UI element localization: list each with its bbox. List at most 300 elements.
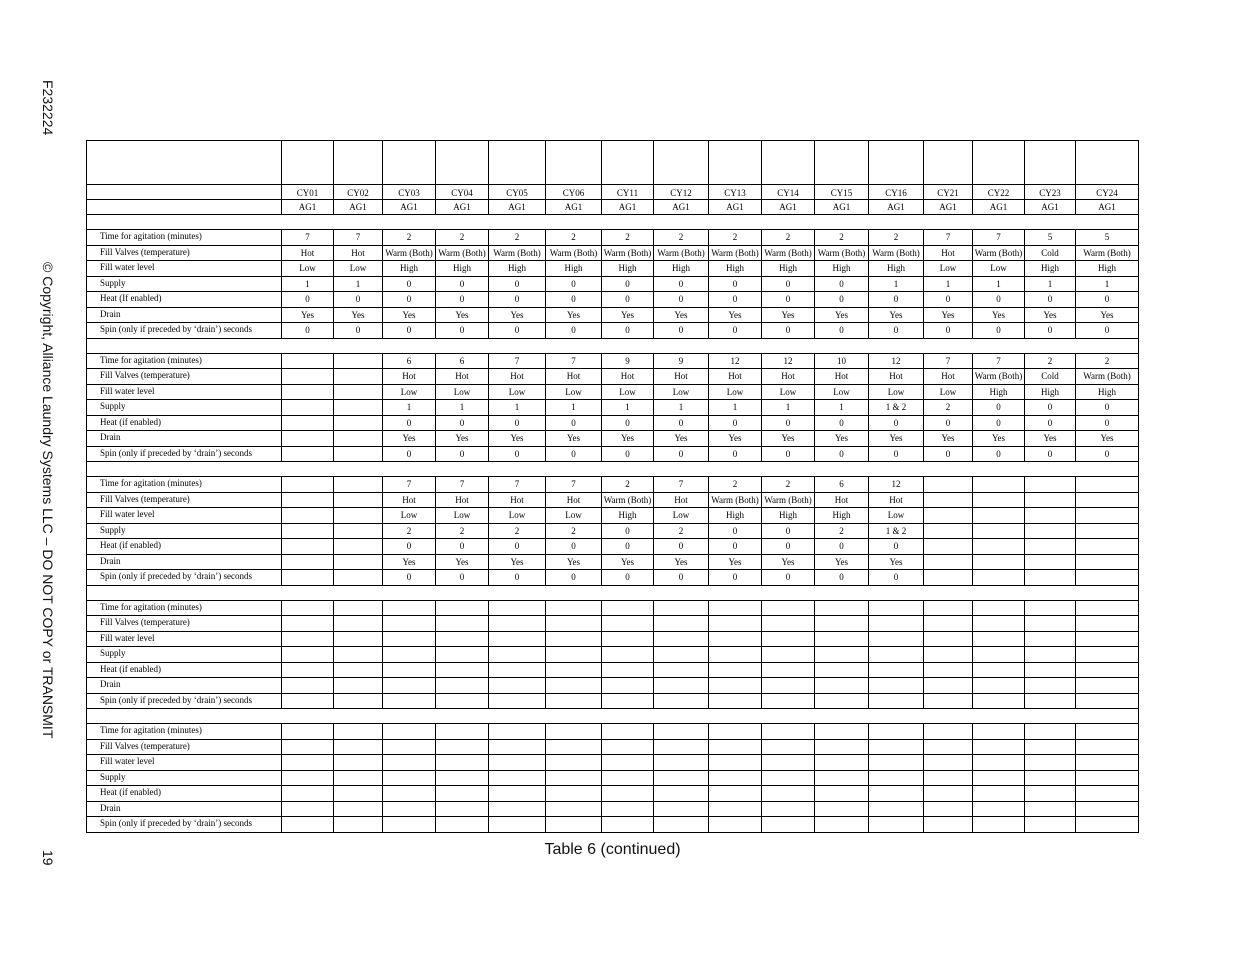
value-cell: 6 <box>436 353 489 369</box>
value-cell: 0 <box>436 446 489 462</box>
value-cell: 0 <box>602 292 654 308</box>
value-cell <box>924 678 973 694</box>
value-cell: 0 <box>762 570 815 586</box>
value-cell <box>282 786 334 802</box>
value-cell <box>546 770 602 786</box>
value-cell <box>334 786 383 802</box>
value-cell <box>973 539 1025 555</box>
value-cell <box>1076 600 1139 616</box>
value-cell <box>973 817 1025 833</box>
cycle-code-cell: CY16 <box>869 185 924 200</box>
step-label: Fill Valves (temperature) <box>87 739 282 755</box>
value-cell <box>709 817 762 833</box>
value-cell: Warm (Both) <box>709 492 762 508</box>
value-cell: Yes <box>602 554 654 570</box>
step-label: Spin (only if preceded by ‘drain’) seconds <box>87 570 282 586</box>
value-cell <box>815 755 869 771</box>
value-cell <box>489 724 546 740</box>
value-cell <box>282 693 334 709</box>
value-cell: Yes <box>436 307 489 323</box>
value-cell: Yes <box>602 307 654 323</box>
value-cell <box>383 678 436 694</box>
value-cell <box>1076 492 1139 508</box>
value-cell <box>1025 786 1076 802</box>
value-cell <box>709 600 762 616</box>
agitation-code-cell: AG1 <box>654 200 709 215</box>
value-cell <box>282 570 334 586</box>
value-cell: 0 <box>383 446 436 462</box>
value-cell <box>602 678 654 694</box>
value-cell <box>436 631 489 647</box>
step-label: Spin (only if preceded by ‘drain’) seconds <box>87 446 282 462</box>
value-cell: Low <box>546 384 602 400</box>
value-cell: Yes <box>815 431 869 447</box>
value-cell: 0 <box>924 323 973 339</box>
step-row <box>87 523 1139 539</box>
value-cell <box>815 631 869 647</box>
step-label: Heat (if enabled) <box>87 662 282 678</box>
value-cell: 6 <box>815 477 869 493</box>
value-cell: Yes <box>489 431 546 447</box>
value-cell <box>602 817 654 833</box>
value-cell <box>654 647 709 663</box>
value-cell: Low <box>436 508 489 524</box>
header-label-cell <box>87 185 282 200</box>
value-cell: Hot <box>383 492 436 508</box>
value-cell: 2 <box>546 230 602 246</box>
value-cell: Yes <box>869 554 924 570</box>
step-row <box>87 261 1139 277</box>
value-cell <box>762 786 815 802</box>
value-cell <box>869 739 924 755</box>
value-cell <box>1025 770 1076 786</box>
value-cell: 1 <box>869 276 924 292</box>
agitation-code-cell: AG1 <box>282 200 334 215</box>
step-row <box>87 353 1139 369</box>
value-cell: Low <box>869 384 924 400</box>
value-cell: 7 <box>973 353 1025 369</box>
value-cell: 2 <box>1025 353 1076 369</box>
value-cell: 7 <box>654 477 709 493</box>
agitation-code-cell: AG1 <box>334 200 383 215</box>
value-cell <box>334 384 383 400</box>
value-cell <box>282 554 334 570</box>
value-cell <box>602 693 654 709</box>
value-cell: 0 <box>489 292 546 308</box>
value-cell <box>282 616 334 632</box>
value-cell <box>1025 477 1076 493</box>
value-cell <box>869 693 924 709</box>
value-cell <box>334 678 383 694</box>
value-cell <box>973 631 1025 647</box>
value-cell: Low <box>334 261 383 277</box>
header-cell <box>973 141 1025 185</box>
value-cell: Warm (Both) <box>762 245 815 261</box>
value-cell: Hot <box>654 369 709 385</box>
value-cell <box>436 786 489 802</box>
value-cell: 2 <box>709 477 762 493</box>
value-cell: Cold <box>1025 245 1076 261</box>
value-cell: 12 <box>709 353 762 369</box>
value-cell: Low <box>436 384 489 400</box>
value-cell: 0 <box>869 323 924 339</box>
value-cell: 0 <box>973 446 1025 462</box>
value-cell <box>1076 631 1139 647</box>
header-cell <box>654 141 709 185</box>
value-cell: Hot <box>282 245 334 261</box>
value-cell <box>924 616 973 632</box>
value-cell <box>1025 554 1076 570</box>
step-label: Drain <box>87 307 282 323</box>
value-cell <box>334 770 383 786</box>
step-label: Supply <box>87 276 282 292</box>
value-cell <box>383 724 436 740</box>
value-cell <box>1076 770 1139 786</box>
page-number: 19 <box>40 850 56 866</box>
step-row <box>87 616 1139 632</box>
header-cell <box>709 141 762 185</box>
step-row <box>87 678 1139 694</box>
value-cell: 0 <box>334 292 383 308</box>
value-cell <box>762 724 815 740</box>
step-label: Heat (if enabled) <box>87 415 282 431</box>
value-cell: 0 <box>869 446 924 462</box>
value-cell: High <box>1076 384 1139 400</box>
header-cell <box>489 141 546 185</box>
value-cell: 0 <box>709 323 762 339</box>
value-cell: 0 <box>869 292 924 308</box>
value-cell: 0 <box>1076 323 1139 339</box>
step-row <box>87 245 1139 261</box>
value-cell <box>973 786 1025 802</box>
value-cell: 0 <box>654 446 709 462</box>
value-cell <box>709 647 762 663</box>
separator-cell <box>87 462 1139 477</box>
value-cell <box>334 400 383 416</box>
value-cell: High <box>602 261 654 277</box>
value-cell <box>383 616 436 632</box>
value-cell: Yes <box>924 307 973 323</box>
separator-cell <box>87 709 1139 724</box>
block-separator-row <box>87 585 1139 600</box>
value-cell: Hot <box>602 369 654 385</box>
value-cell: Hot <box>762 369 815 385</box>
value-cell: 0 <box>654 570 709 586</box>
agitation-code-cell: AG1 <box>869 200 924 215</box>
value-cell <box>1025 631 1076 647</box>
value-cell <box>334 739 383 755</box>
value-cell: Hot <box>924 245 973 261</box>
value-cell: 0 <box>546 276 602 292</box>
cycle-settings-table <box>86 140 1139 833</box>
value-cell <box>282 739 334 755</box>
value-cell: 0 <box>436 276 489 292</box>
value-cell <box>973 770 1025 786</box>
step-row <box>87 230 1139 246</box>
value-cell <box>489 817 546 833</box>
step-label: Drain <box>87 431 282 447</box>
header-cell <box>1076 141 1139 185</box>
step-label: Time for agitation (minutes) <box>87 477 282 493</box>
value-cell: Yes <box>546 431 602 447</box>
value-cell: High <box>709 261 762 277</box>
value-cell: Warm (Both) <box>1076 245 1139 261</box>
value-cell <box>709 693 762 709</box>
value-cell: 0 <box>489 539 546 555</box>
value-cell: Low <box>489 508 546 524</box>
value-cell <box>383 647 436 663</box>
value-cell <box>815 616 869 632</box>
value-cell <box>654 755 709 771</box>
value-cell: 0 <box>602 323 654 339</box>
value-cell: 0 <box>489 415 546 431</box>
value-cell <box>282 508 334 524</box>
value-cell <box>334 662 383 678</box>
value-cell <box>709 739 762 755</box>
value-cell <box>436 739 489 755</box>
value-cell: 0 <box>383 570 436 586</box>
value-cell <box>924 523 973 539</box>
step-label: Time for agitation (minutes) <box>87 353 282 369</box>
value-cell <box>334 477 383 493</box>
value-cell: Yes <box>973 431 1025 447</box>
value-cell: 0 <box>602 539 654 555</box>
value-cell <box>282 755 334 771</box>
agitation-code-cell: AG1 <box>973 200 1025 215</box>
cycle-code-cell: CY22 <box>973 185 1025 200</box>
value-cell: 2 <box>815 523 869 539</box>
value-cell: 7 <box>924 230 973 246</box>
copyright-notice: © Copyright, Alliance Laundry Systems LLC – DO NOT COPY or TRANSMIT <box>40 262 56 739</box>
value-cell: Warm (Both) <box>869 245 924 261</box>
value-cell <box>924 786 973 802</box>
step-label: Time for agitation (minutes) <box>87 724 282 740</box>
value-cell <box>709 755 762 771</box>
value-cell: 0 <box>815 570 869 586</box>
value-cell <box>869 786 924 802</box>
value-cell <box>1076 786 1139 802</box>
cycle-code-cell: CY23 <box>1025 185 1076 200</box>
value-cell: 0 <box>334 323 383 339</box>
value-cell <box>973 477 1025 493</box>
agitation-code-cell: AG1 <box>602 200 654 215</box>
value-cell: 0 <box>973 415 1025 431</box>
step-row <box>87 724 1139 740</box>
value-cell <box>924 801 973 817</box>
value-cell: Warm (Both) <box>546 245 602 261</box>
value-cell: 1 <box>1025 276 1076 292</box>
value-cell <box>654 616 709 632</box>
cycle-code-cell: CY12 <box>654 185 709 200</box>
value-cell <box>815 600 869 616</box>
value-cell <box>282 523 334 539</box>
agitation-code-cell: AG1 <box>924 200 973 215</box>
step-label: Spin (only if preceded by ‘drain’) seconds <box>87 693 282 709</box>
value-cell: 10 <box>815 353 869 369</box>
value-cell: 0 <box>869 570 924 586</box>
step-label: Fill water level <box>87 755 282 771</box>
value-cell <box>282 724 334 740</box>
value-cell: Hot <box>546 369 602 385</box>
separator-cell <box>87 215 1139 230</box>
value-cell <box>869 600 924 616</box>
value-cell: High <box>815 508 869 524</box>
value-cell <box>1025 647 1076 663</box>
value-cell: 2 <box>489 523 546 539</box>
block-separator-row <box>87 215 1139 230</box>
value-cell: 1 <box>546 400 602 416</box>
header-cell <box>869 141 924 185</box>
value-cell <box>436 678 489 694</box>
value-cell: 5 <box>1076 230 1139 246</box>
value-cell: 2 <box>383 230 436 246</box>
value-cell <box>1025 662 1076 678</box>
value-cell <box>924 755 973 771</box>
separator-cell <box>87 585 1139 600</box>
value-cell <box>489 770 546 786</box>
value-cell <box>762 631 815 647</box>
value-cell: High <box>709 508 762 524</box>
step-row <box>87 647 1139 663</box>
value-cell <box>334 693 383 709</box>
value-cell <box>654 662 709 678</box>
value-cell <box>282 662 334 678</box>
value-cell <box>973 570 1025 586</box>
value-cell <box>709 786 762 802</box>
value-cell: Yes <box>869 431 924 447</box>
value-cell: Hot <box>489 369 546 385</box>
value-cell: Yes <box>1025 307 1076 323</box>
step-label: Supply <box>87 523 282 539</box>
step-row <box>87 539 1139 555</box>
value-cell <box>1025 801 1076 817</box>
value-cell: Yes <box>436 431 489 447</box>
value-cell <box>869 801 924 817</box>
value-cell <box>762 739 815 755</box>
value-cell: Yes <box>546 307 602 323</box>
value-cell: 9 <box>602 353 654 369</box>
value-cell <box>282 770 334 786</box>
value-cell: 0 <box>602 570 654 586</box>
value-cell <box>1076 724 1139 740</box>
value-cell: High <box>1025 261 1076 277</box>
value-cell: 0 <box>815 539 869 555</box>
value-cell: 2 <box>762 230 815 246</box>
step-row <box>87 693 1139 709</box>
cycle-code-cell: CY24 <box>1076 185 1139 200</box>
value-cell: 5 <box>1025 230 1076 246</box>
value-cell: 0 <box>815 323 869 339</box>
value-cell <box>546 755 602 771</box>
value-cell: Low <box>546 508 602 524</box>
value-cell <box>1025 523 1076 539</box>
value-cell: High <box>1076 261 1139 277</box>
value-cell: 2 <box>709 230 762 246</box>
value-cell: 2 <box>546 523 602 539</box>
value-cell: Low <box>383 384 436 400</box>
step-label: Supply <box>87 770 282 786</box>
value-cell: 1 & 2 <box>869 400 924 416</box>
value-cell <box>334 801 383 817</box>
value-cell: Yes <box>762 554 815 570</box>
value-cell <box>924 508 973 524</box>
value-cell <box>334 508 383 524</box>
value-cell <box>762 693 815 709</box>
value-cell <box>282 647 334 663</box>
value-cell: High <box>546 261 602 277</box>
value-cell: 0 <box>1076 400 1139 416</box>
step-row <box>87 323 1139 339</box>
step-label: Heat (If enabled) <box>87 292 282 308</box>
value-cell: Yes <box>973 307 1025 323</box>
value-cell <box>1025 600 1076 616</box>
value-cell: Hot <box>546 492 602 508</box>
value-cell: 0 <box>654 539 709 555</box>
cycle-code-cell: CY11 <box>602 185 654 200</box>
cycle-code-cell: CY03 <box>383 185 436 200</box>
value-cell <box>815 739 869 755</box>
value-cell: Low <box>282 261 334 277</box>
value-cell: 0 <box>383 323 436 339</box>
value-cell: 0 <box>546 415 602 431</box>
value-cell: 0 <box>602 415 654 431</box>
value-cell <box>869 678 924 694</box>
value-cell: 2 <box>762 477 815 493</box>
value-cell <box>383 817 436 833</box>
cycle-code-cell: CY01 <box>282 185 334 200</box>
value-cell: 0 <box>383 276 436 292</box>
value-cell <box>973 616 1025 632</box>
value-cell <box>546 724 602 740</box>
value-cell: 0 <box>436 415 489 431</box>
value-cell <box>602 755 654 771</box>
value-cell <box>436 600 489 616</box>
value-cell: Hot <box>869 492 924 508</box>
step-row <box>87 292 1139 308</box>
value-cell: 1 <box>383 400 436 416</box>
step-row <box>87 554 1139 570</box>
value-cell <box>282 631 334 647</box>
value-cell <box>489 616 546 632</box>
value-cell <box>334 817 383 833</box>
value-cell <box>869 817 924 833</box>
value-cell <box>334 539 383 555</box>
value-cell <box>282 431 334 447</box>
value-cell: Yes <box>654 554 709 570</box>
value-cell <box>1076 693 1139 709</box>
value-cell <box>869 647 924 663</box>
value-cell: 0 <box>762 539 815 555</box>
value-cell <box>973 647 1025 663</box>
value-cell <box>1025 616 1076 632</box>
value-cell: 7 <box>489 353 546 369</box>
step-row <box>87 369 1139 385</box>
step-label: Drain <box>87 554 282 570</box>
cycle-code-cell: CY15 <box>815 185 869 200</box>
step-row <box>87 276 1139 292</box>
value-cell <box>436 724 489 740</box>
value-cell: 0 <box>815 415 869 431</box>
value-cell <box>602 770 654 786</box>
value-cell <box>546 600 602 616</box>
value-cell: Hot <box>815 492 869 508</box>
value-cell: 0 <box>546 292 602 308</box>
value-cell: 9 <box>654 353 709 369</box>
value-cell <box>973 600 1025 616</box>
header-label-cell <box>87 200 282 215</box>
value-cell <box>282 477 334 493</box>
value-cell: 0 <box>546 539 602 555</box>
